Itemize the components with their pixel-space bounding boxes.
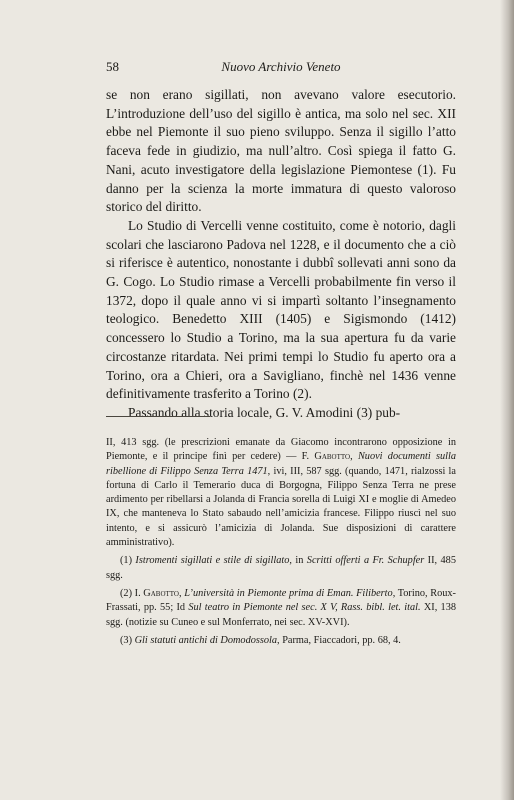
body-paragraph-3: Passando alla storia locale, G. V. Amodini (3) pub- — [128, 404, 401, 420]
footnotes — [106, 436, 456, 648]
page-header — [106, 59, 456, 77]
footnote-2: (2) I. Gabotto, L’università in Piemonte prima di Eman. Filiberto, Torino, Roux-Frassati, pp. 55; Id Sul teatro in Piemonte nel sec. X V, Rass. bibl. let. ital. XI, 138 sgg. (notizie su Cuneo e sul Monferrato, nei sec. XV-XVI). — [106, 587, 457, 628]
body-text — [106, 86, 456, 423]
footnote-separator — [106, 416, 210, 417]
page-number: 58 — [106, 59, 119, 74]
page-edge-shadow — [500, 0, 514, 800]
running-title: Nuovo Archivio Veneto — [221, 59, 341, 74]
body-paragraph-2: Lo Studio di Vercelli venne costituito, come è notorio, dagli scolari che lasciarono Padova nel 1228, e il documento che a ciò si riferisce è autentico, nonostante i dubbî sollevati anni sono da G. Cogo. Lo Studio rimase a Vercelli probabilmente fin verso il 1372, dopo il quale anno vi si impartì soltanto l’insegnamento teologico. Benedetto XIII (1405) e Sigismondo (1412) concessero lo Studio a Torino, ma la sua apertura fu da varie circostanze ritardata. Nei primi tempi lo Studio fu aperto ora a Torino, ora a Chieri, ora a Savigliano, finchè nel 1436 venne definitivamente trasferito a Torino (2). — [106, 217, 456, 402]
footnote-continuation: II, 413 sgg. (le prescrizioni emanate da Giacomo incontrarono opposizione in Piemonte, e il principe finì per cedere) — F. Gabotto, Nuovi documenti sulla ribellione di Filippo Senza Terra 1471, ivi, III, 587 sgg. (quando, 1471, rialzossi la fortuna di Carlo il Temerario duca di Borgogna, Filippo Senza Terra ne prese ardimento per ribellarsi a Jolanda di Francia sorella di Luigi XI e moglie di Amedeo IX, che manteneva lo Stato sabaudo nell’amicizia francese. Filippo riuscì nel suo intento, e si assicurò l’amicizia di Jolanda. Sue disposizioni di carattere amministrativo). — [106, 437, 456, 549]
body-paragraph-1: se non erano sigillati, non avevano valore esecutorio. L’introduzione dell’uso del sigillo è antica, ma solo nel sec. XII ebbe nel Piemonte il suo pieno sviluppo. Senza il sigillo l’atto faceva fede in giudizio, ma null’altro. Così spiega il fatto G. Nani, acuto investigatore della legislazione Piemontese (1). Fu danno per la scienza la morte immatura di questo valoroso storico del diritto. — [106, 87, 456, 215]
footnote-3: (3) Gli statuti antichi di Domodossola, Parma, Fiaccadori, pp. 68, 4. — [120, 634, 401, 646]
footnote-1: (1) Istromenti sigillati e stile di sigillato, in Scritti offerti a Fr. Schupfer II, 485 sgg. — [106, 555, 456, 581]
